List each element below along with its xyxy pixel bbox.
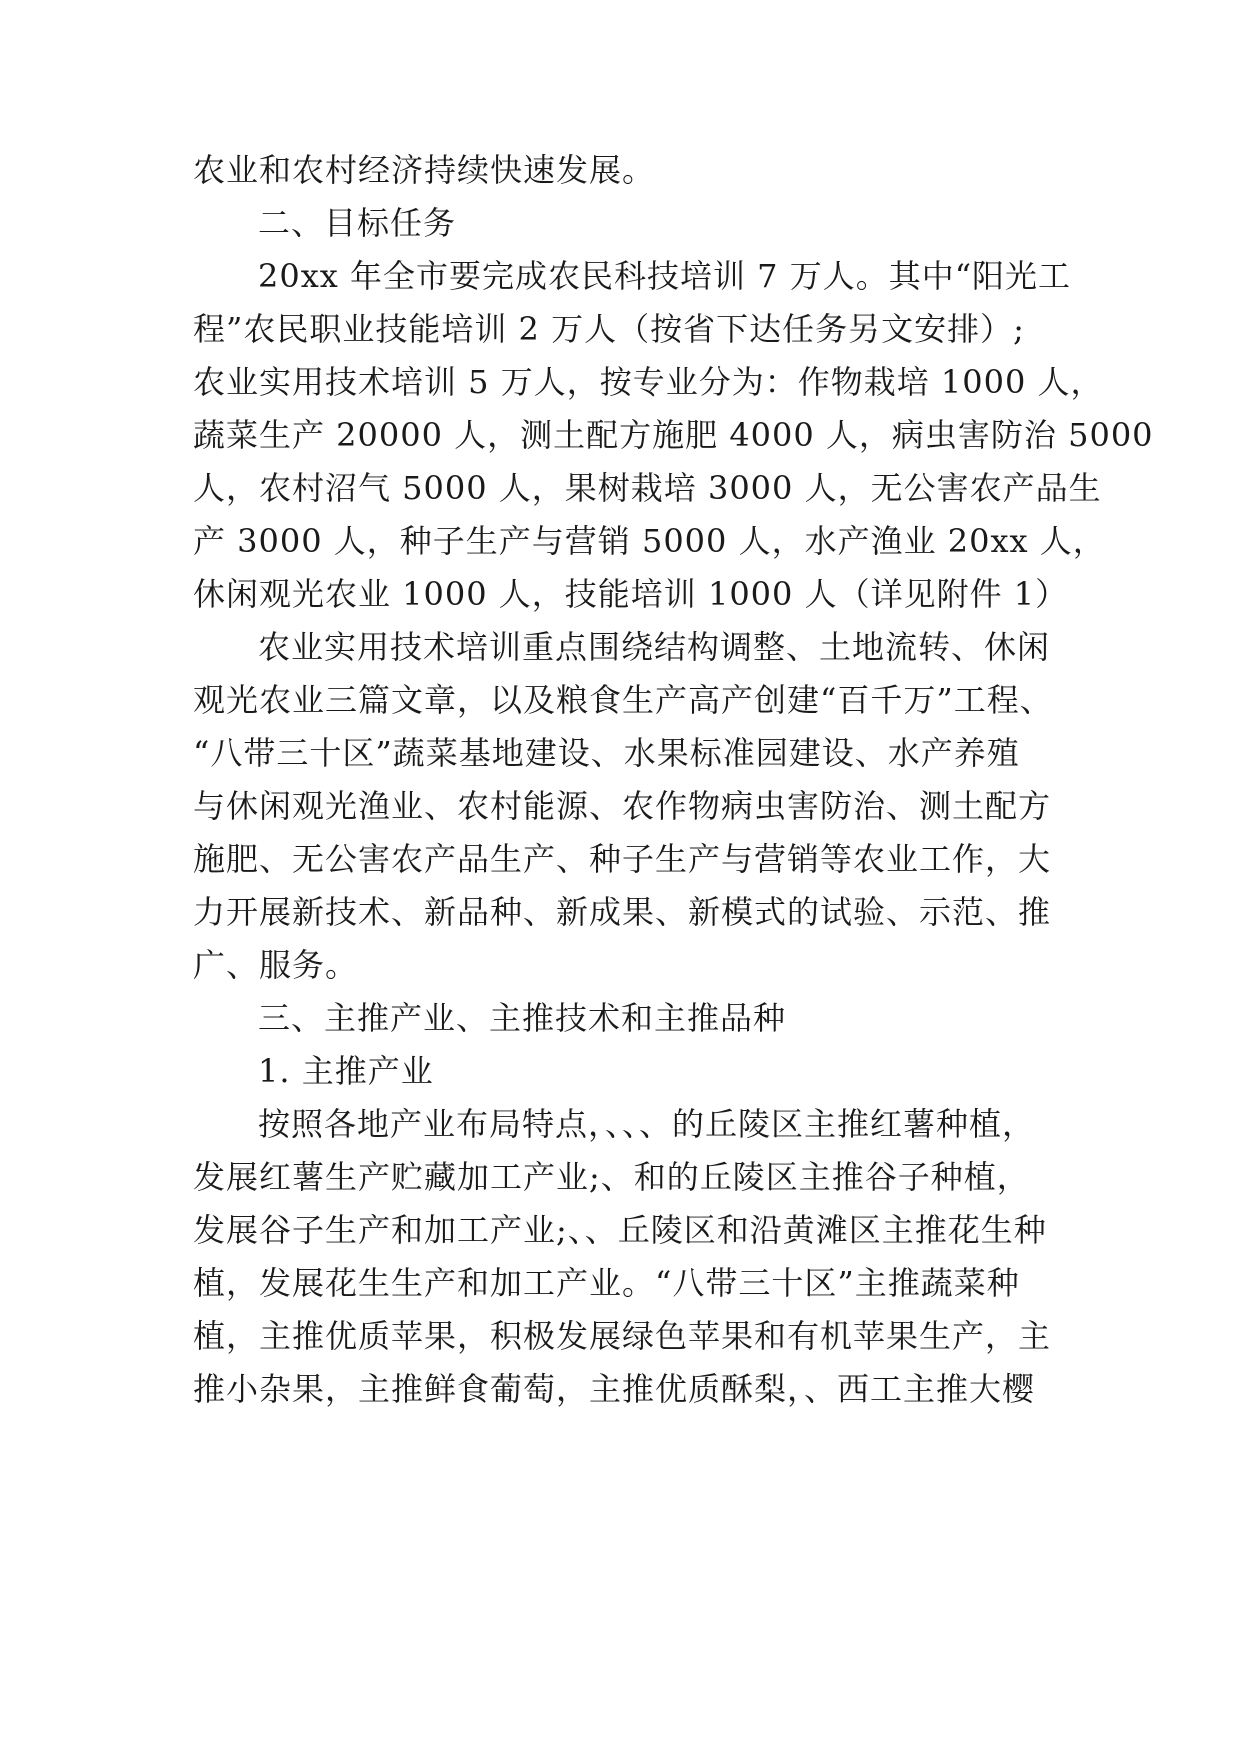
paragraph-line: 休闲观光农业 1000 人，技能培训 1000 人（详见附件 1） <box>193 575 1069 613</box>
paragraph-line: 植，发展花生生产和加工产业。“八带三十区”主推蔬菜种 <box>193 1264 1020 1302</box>
subsection-heading: 1. 主推产业 <box>258 1052 434 1090</box>
paragraph-line: 发展红薯生产贮藏加工产业;、和的丘陵区主推谷子种植， <box>193 1158 1030 1196</box>
section-heading: 三、主推产业、主推技术和主推品种 <box>258 999 787 1037</box>
paragraph-line: 观光农业三篇文章，以及粮食生产高产创建“百千万”工程、 <box>193 681 1053 719</box>
paragraph-line: 按照各地产业布局特点，、、、的丘陵区主推红薯种植， <box>258 1105 1036 1143</box>
paragraph-line: 产 3000 人，种子生产与营销 5000 人，水产渔业 20xx 人， <box>193 522 1106 560</box>
paragraph-line: 力开展新技术、新品种、新成果、新模式的试验、示范、推 <box>193 893 1052 931</box>
paragraph-line: 发展谷子生产和加工产业;、、丘陵区和沿黄滩区主推花生种 <box>193 1211 1047 1249</box>
paragraph-line: 施肥、无公害农产品生产、种子生产与营销等农业工作，大 <box>193 840 1052 878</box>
paragraph-line: 推小杂果，主推鲜食葡萄，主推优质酥梨，、西工主推大樱 <box>193 1370 1036 1408</box>
paragraph-line: 蔬菜生产 20000 人，测土配方施肥 4000 人，病虫害防治 5000 <box>193 416 1154 454</box>
paragraph-line: 农业实用技术培训 5 万人，按专业分为：作物栽培 1000 人， <box>193 363 1104 401</box>
paragraph-line: 20xx 年全市要完成农民科技培训 7 万人。其中“阳光工 <box>258 257 1072 295</box>
paragraph-line: 植，主推优质苹果，积极发展绿色苹果和有机苹果生产，主 <box>193 1317 1052 1355</box>
paragraph-line: “八带三十区”蔬菜基地建设、水果标准园建设、水产养殖 <box>193 734 1020 772</box>
paragraph-line: 人，农村沼气 5000 人，果树栽培 3000 人，无公害农产品生 <box>193 469 1102 507</box>
paragraph-line: 广、服务。 <box>193 946 359 984</box>
paragraph-line: 程”农民职业技能培训 2 万人（按省下达任务另文安排）; <box>193 310 1025 348</box>
paragraph-line: 农业实用技术培训重点围绕结构调整、土地流转、休闲 <box>258 628 1051 666</box>
section-heading: 二、目标任务 <box>258 204 457 242</box>
paragraph-line: 与休闲观光渔业、农村能源、农作物病虫害防治、测土配方 <box>193 787 1052 825</box>
text-line: 农业和农村经济持续快速发展。 <box>193 151 656 189</box>
